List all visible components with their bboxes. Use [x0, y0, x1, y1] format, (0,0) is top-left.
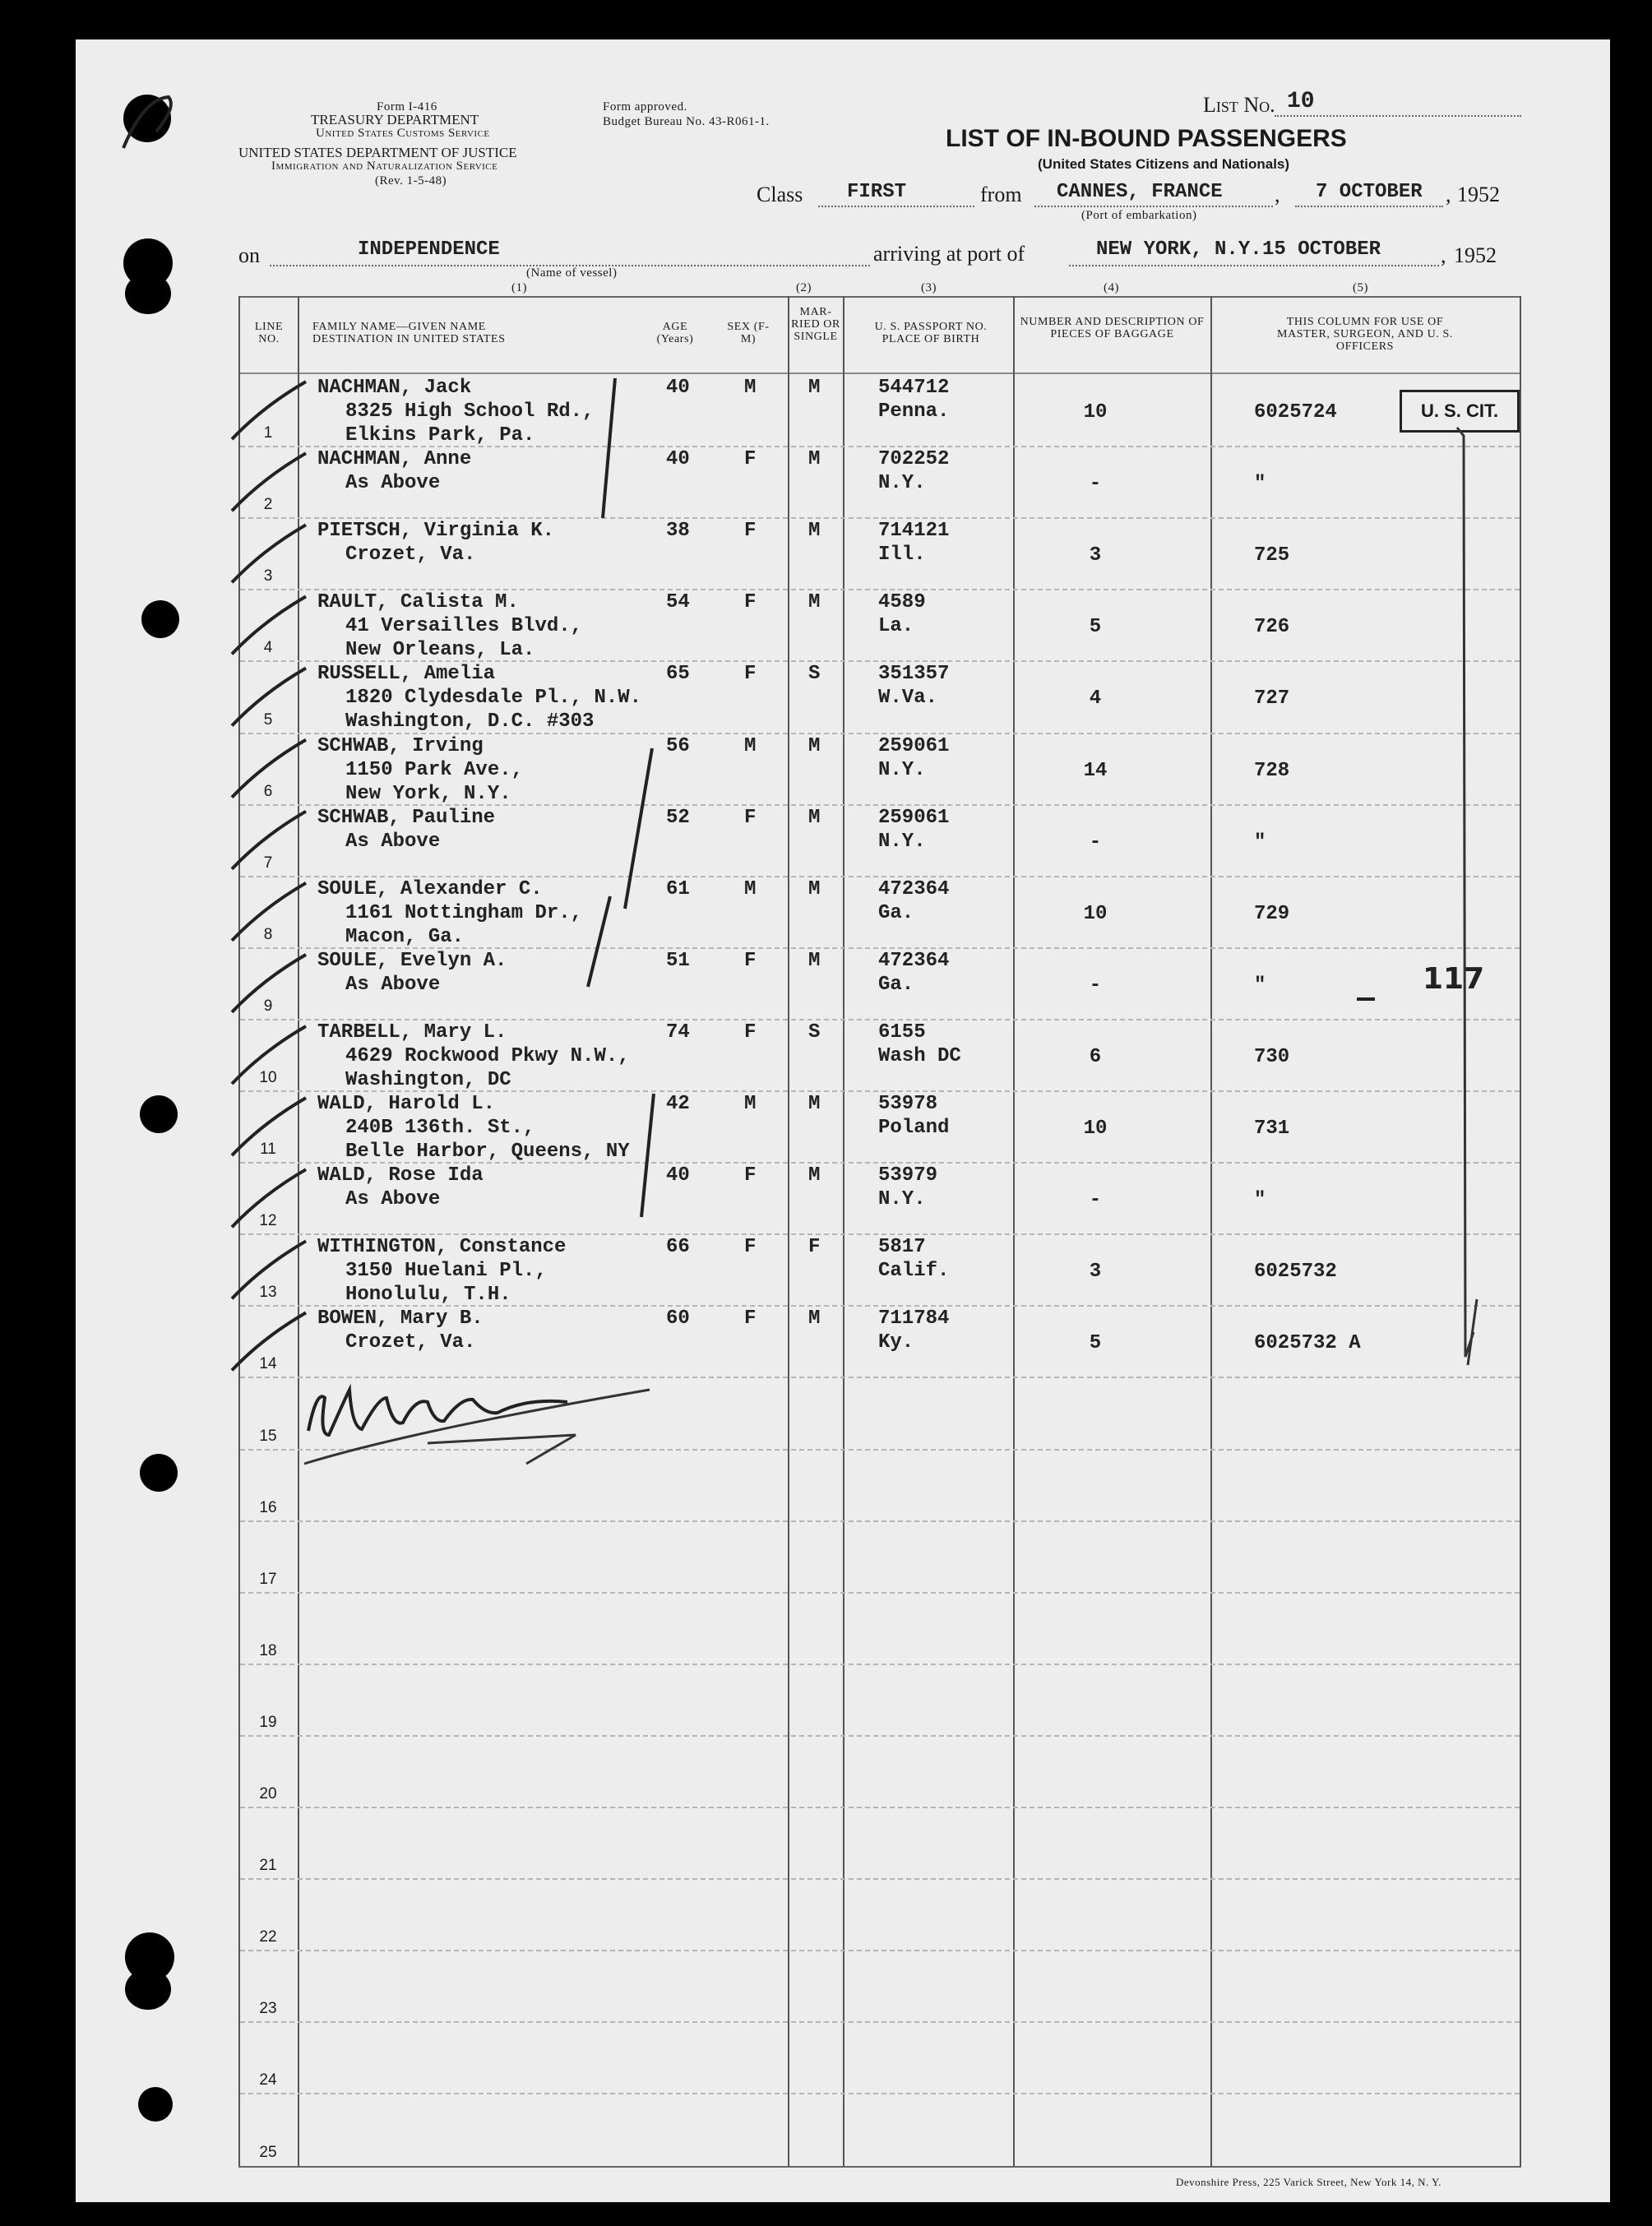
- arrival-date: 15 OCTOBER: [1262, 238, 1381, 261]
- passenger-name: SCHWAB, Irving: [317, 734, 484, 757]
- line-number: 19: [259, 1713, 277, 1731]
- line-number: 22: [259, 1928, 277, 1946]
- passenger-sex: M: [744, 877, 757, 900]
- vessel-caption: (Name of vessel): [526, 266, 618, 280]
- passenger-officer-no: 6025732 A: [1254, 1332, 1361, 1355]
- passenger-baggage: 6: [1089, 1045, 1102, 1068]
- list-no-label: List No.: [1203, 93, 1275, 117]
- line-number: 24: [259, 2071, 277, 2089]
- printer-footer: Devonshire Press, 225 Varick Street, New York 14, N. Y.: [1176, 2176, 1441, 2188]
- col-number: (5): [1353, 281, 1368, 294]
- passenger-birthplace: N.Y.: [878, 1188, 926, 1211]
- passenger-officer-no: ": [1254, 1189, 1266, 1212]
- passenger-birthplace: Ga.: [878, 973, 914, 996]
- passenger-sex: F: [744, 520, 757, 543]
- passenger-officer-no: 725: [1254, 544, 1290, 567]
- passenger-officer-no: 731: [1254, 1118, 1290, 1140]
- passenger-marital-status: M: [808, 806, 821, 829]
- from-comma: ,: [1275, 183, 1280, 206]
- passenger-age: 51: [666, 949, 690, 972]
- passenger-name: WALD, Rose Ida: [317, 1164, 484, 1187]
- line-number: 2: [263, 496, 273, 514]
- col-number: (2): [796, 281, 812, 294]
- passenger-name: NACHMAN, Jack: [317, 377, 472, 399]
- handwritten-note: 117: [1423, 962, 1485, 996]
- budget-bureau: Budget Bureau No. 43-R061-1.: [603, 115, 770, 128]
- passenger-name: SOULE, Alexander C.: [317, 877, 543, 900]
- from-label: from: [980, 183, 1022, 206]
- us-citizen-stamp: U. S. CIT.: [1400, 390, 1520, 433]
- line-number: 9: [263, 997, 273, 1015]
- passenger-passport-no: 351357: [878, 663, 950, 686]
- passenger-age: 40: [666, 1164, 690, 1187]
- passenger-officer-no: ": [1254, 473, 1266, 496]
- passenger-baggage: 10: [1083, 401, 1108, 423]
- passenger-address-line1: As Above: [345, 472, 441, 495]
- vessel-name: INDEPENDENCE: [358, 238, 500, 261]
- passenger-passport-no: 702252: [878, 448, 950, 471]
- class-label: Class: [757, 183, 803, 206]
- passenger-baggage: 14: [1083, 759, 1108, 782]
- passenger-age: 42: [666, 1093, 690, 1115]
- col-header-sex: SEX (F-M): [727, 321, 770, 345]
- passenger-birthplace: Wash DC: [878, 1044, 961, 1067]
- passenger-baggage: -: [1089, 1189, 1102, 1212]
- passenger-marital-status: M: [808, 377, 821, 399]
- passenger-baggage: 3: [1089, 1261, 1102, 1284]
- passenger-marital-status: M: [808, 591, 821, 614]
- passenger-birthplace: N.Y.: [878, 758, 926, 781]
- passenger-marital-status: M: [808, 734, 821, 757]
- passenger-marital-status: M: [808, 877, 821, 900]
- passenger-sex: M: [744, 1093, 757, 1115]
- passenger-birthplace: Poland: [878, 1117, 950, 1139]
- col-header-age: AGE (Years): [656, 321, 694, 345]
- line-number: 23: [259, 2000, 277, 2018]
- passenger-address-line2: Belle Harbor, Queens, NY: [345, 1141, 630, 1163]
- passenger-address-line2: Macon, Ga.: [345, 925, 465, 948]
- passenger-passport-no: 6155: [878, 1020, 926, 1044]
- passenger-baggage: -: [1089, 831, 1102, 854]
- passenger-birthplace: W.Va.: [878, 687, 938, 710]
- line-number: 5: [263, 710, 273, 729]
- line-number: 13: [259, 1284, 277, 1302]
- passenger-sex: F: [744, 1236, 757, 1259]
- passenger-age: 52: [666, 806, 690, 829]
- passenger-marital-status: M: [808, 448, 821, 471]
- from-date: 7 OCTOBER: [1316, 181, 1423, 203]
- passenger-passport-no: 544712: [878, 377, 950, 399]
- line-number: 4: [263, 639, 273, 657]
- line-number: 16: [259, 1498, 277, 1516]
- passenger-passport-no: 4589: [878, 591, 926, 614]
- passenger-name: PIETSCH, Virginia K.: [317, 520, 555, 543]
- passenger-birthplace: Ill.: [878, 544, 926, 567]
- passenger-marital-status: M: [808, 1307, 821, 1331]
- line-number: 7: [263, 854, 273, 872]
- passenger-address-line2: New Orleans, La.: [345, 639, 535, 662]
- passenger-address-line1: 3150 Huelani Pl.,: [345, 1260, 547, 1283]
- passenger-baggage: 10: [1083, 1118, 1108, 1140]
- passenger-officer-no: 729: [1254, 902, 1290, 925]
- passenger-address-line2: Honolulu, T.H.: [345, 1284, 511, 1307]
- passenger-address-line1: As Above: [345, 830, 441, 853]
- passenger-sex: F: [744, 591, 757, 614]
- passenger-passport-no: 472364: [878, 949, 950, 972]
- passenger-sex: F: [744, 663, 757, 686]
- passenger-birthplace: Calif.: [878, 1260, 950, 1283]
- line-number: 6: [263, 782, 273, 800]
- passenger-birthplace: N.Y.: [878, 830, 926, 853]
- passenger-passport-no: 714121: [878, 520, 950, 543]
- passenger-marital-status: M: [808, 1164, 821, 1187]
- col-number: (4): [1104, 281, 1119, 294]
- passenger-baggage: -: [1089, 473, 1102, 496]
- passenger-address-line1: As Above: [345, 973, 441, 996]
- form-subtitle: (United States Citizens and Nationals): [1038, 156, 1290, 172]
- passenger-address-line2: New York, N.Y.: [345, 782, 511, 805]
- passenger-address-line1: 1161 Nottingham Dr.,: [345, 901, 583, 924]
- passenger-sex: F: [744, 1020, 757, 1044]
- passenger-passport-no: 259061: [878, 806, 950, 829]
- passenger-address-line2: Washington, DC: [345, 1068, 511, 1091]
- ins-service: Immigration and Naturalization Service: [271, 160, 498, 173]
- passenger-name: BOWEN, Mary B.: [317, 1307, 484, 1331]
- passenger-birthplace: La.: [878, 615, 914, 638]
- line-number: 10: [259, 1069, 277, 1086]
- line-number: 1: [263, 424, 273, 442]
- from-year: 1952: [1457, 183, 1500, 206]
- passenger-age: 74: [666, 1020, 690, 1044]
- passenger-sex: F: [744, 806, 757, 829]
- passenger-officer-no: ": [1254, 831, 1266, 854]
- passenger-name: RAULT, Calista M.: [317, 591, 519, 614]
- passenger-baggage: 3: [1089, 544, 1102, 567]
- class-value: FIRST: [847, 181, 907, 203]
- passenger-age: 38: [666, 520, 690, 543]
- passenger-address-line1: 1820 Clydesdale Pl., N.W.: [345, 687, 642, 710]
- passenger-sex: M: [744, 377, 757, 399]
- passenger-marital-status: M: [808, 520, 821, 543]
- passenger-address-line1: 8325 High School Rd.,: [345, 400, 595, 423]
- port-embark-caption: (Port of embarkation): [1081, 209, 1197, 222]
- passenger-passport-no: 5817: [878, 1236, 926, 1259]
- justice-dept: UNITED STATES DEPARTMENT OF JUSTICE: [238, 145, 517, 160]
- passenger-marital-status: S: [808, 1020, 821, 1044]
- passenger-address-line1: As Above: [345, 1188, 441, 1211]
- passenger-age: 54: [666, 591, 690, 614]
- passenger-age: 60: [666, 1307, 690, 1331]
- passenger-address-line1: 4629 Rockwood Pkwy N.W.,: [345, 1044, 630, 1067]
- form-number: Form I-416: [377, 100, 437, 113]
- passenger-age: 66: [666, 1236, 690, 1259]
- passenger-age: 40: [666, 448, 690, 471]
- passenger-age: 65: [666, 663, 690, 686]
- col-header-line: LINE NO.: [254, 321, 284, 345]
- passenger-age: 56: [666, 734, 690, 757]
- from-value: CANNES, FRANCE: [1057, 181, 1223, 203]
- col-header-officers: THIS COLUMN FOR USE OF MASTER, SURGEON, AND U. S. OFFICERS: [1277, 316, 1453, 353]
- arrival-port: NEW YORK, N.Y.: [1096, 238, 1262, 261]
- passenger-baggage: -: [1089, 974, 1102, 997]
- col-header-married: MAR-RIED OR SINGLE: [791, 306, 840, 343]
- passenger-address-line1: 240B 136th. St.,: [345, 1117, 535, 1139]
- passenger-birthplace: N.Y.: [878, 472, 926, 495]
- passenger-baggage: 10: [1083, 902, 1108, 925]
- line-number: 8: [263, 925, 273, 943]
- col-header-name: FAMILY NAME—GIVEN NAME DESTINATION IN UNITED STATES: [312, 321, 506, 345]
- passenger-name: NACHMAN, Anne: [317, 448, 472, 471]
- passenger-officer-no: 728: [1254, 759, 1290, 782]
- from-year-comma: ,: [1446, 183, 1451, 206]
- list-no-value: 10: [1287, 89, 1315, 114]
- treasury-dept: TREASURY DEPARTMENT: [311, 112, 479, 127]
- passenger-sex: F: [744, 949, 757, 972]
- passenger-address-line1: 1150 Park Ave.,: [345, 758, 524, 781]
- passenger-sex: F: [744, 1307, 757, 1331]
- passenger-officer-no: 730: [1254, 1045, 1290, 1068]
- col-number: (1): [511, 281, 527, 294]
- arrival-year: 1952: [1454, 243, 1497, 267]
- passenger-address-line2: Washington, D.C. #303: [345, 710, 595, 734]
- passenger-officer-no: 6025724: [1254, 401, 1337, 423]
- line-number: 15: [259, 1427, 277, 1445]
- passenger-birthplace: Penna.: [878, 400, 950, 423]
- passenger-name: SOULE, Evelyn A.: [317, 949, 507, 972]
- passenger-age: 61: [666, 877, 690, 900]
- passenger-address-line1: Crozet, Va.: [345, 1331, 476, 1354]
- passenger-address-line1: Crozet, Va.: [345, 544, 476, 567]
- passenger-passport-no: 259061: [878, 734, 950, 757]
- passenger-marital-status: M: [808, 1093, 821, 1115]
- form-approved: Form approved.: [603, 100, 687, 113]
- on-label: on: [238, 243, 260, 267]
- arrival-year-comma: ,: [1441, 243, 1446, 267]
- line-number: 21: [259, 1857, 277, 1875]
- line-number: 18: [259, 1641, 277, 1659]
- line-number: 12: [259, 1212, 277, 1230]
- passenger-passport-no: 53978: [878, 1093, 938, 1115]
- passenger-age: 40: [666, 377, 690, 399]
- passenger-name: TARBELL, Mary L.: [317, 1020, 507, 1044]
- passenger-marital-status: M: [808, 949, 821, 972]
- passenger-passport-no: 53979: [878, 1164, 938, 1187]
- line-number: 17: [259, 1570, 277, 1588]
- passenger-name: RUSSELL, Amelia: [317, 663, 496, 686]
- customs-service: United States Customs Service: [316, 127, 490, 140]
- form-title: LIST OF IN-BOUND PASSENGERS: [946, 125, 1347, 152]
- passenger-birthplace: Ga.: [878, 901, 914, 924]
- passenger-birthplace: Ky.: [878, 1331, 914, 1354]
- revision: (Rev. 1-5-48): [375, 174, 447, 187]
- passenger-officer-no: 727: [1254, 687, 1290, 710]
- passenger-name: WITHINGTON, Constance: [317, 1236, 567, 1259]
- passenger-sex: F: [744, 448, 757, 471]
- col-number: (3): [921, 281, 937, 294]
- passenger-name: SCHWAB, Pauline: [317, 806, 496, 829]
- passenger-sex: M: [744, 734, 757, 757]
- arriving-label: arriving at port of: [873, 242, 1025, 266]
- passenger-officer-no: ": [1254, 974, 1266, 997]
- line-number: 3: [263, 567, 273, 585]
- line-number: 25: [259, 2143, 277, 2161]
- passenger-baggage: 5: [1089, 616, 1102, 639]
- passenger-baggage: 5: [1089, 1332, 1102, 1355]
- passenger-marital-status: S: [808, 663, 821, 686]
- passenger-name: WALD, Harold L.: [317, 1093, 496, 1115]
- col-header-baggage: NUMBER AND DESCRIPTION OF PIECES OF BAGGAGE: [1020, 316, 1205, 340]
- passenger-address-line2: Elkins Park, Pa.: [345, 424, 535, 447]
- line-number: 20: [259, 1785, 277, 1803]
- passenger-passport-no: 472364: [878, 877, 950, 900]
- passenger-baggage: 4: [1089, 687, 1102, 710]
- passenger-officer-no: 726: [1254, 616, 1290, 639]
- passenger-address-line1: 41 Versailles Blvd.,: [345, 615, 583, 638]
- passenger-marital-status: F: [808, 1236, 821, 1259]
- line-number: 14: [259, 1355, 277, 1373]
- passenger-officer-no: 6025732: [1254, 1261, 1337, 1284]
- line-number: 11: [260, 1141, 276, 1159]
- passenger-passport-no: 711784: [878, 1307, 950, 1331]
- passenger-sex: F: [744, 1164, 757, 1187]
- col-header-passport: U. S. PASSPORT NO. PLACE OF BIRTH: [874, 321, 988, 345]
